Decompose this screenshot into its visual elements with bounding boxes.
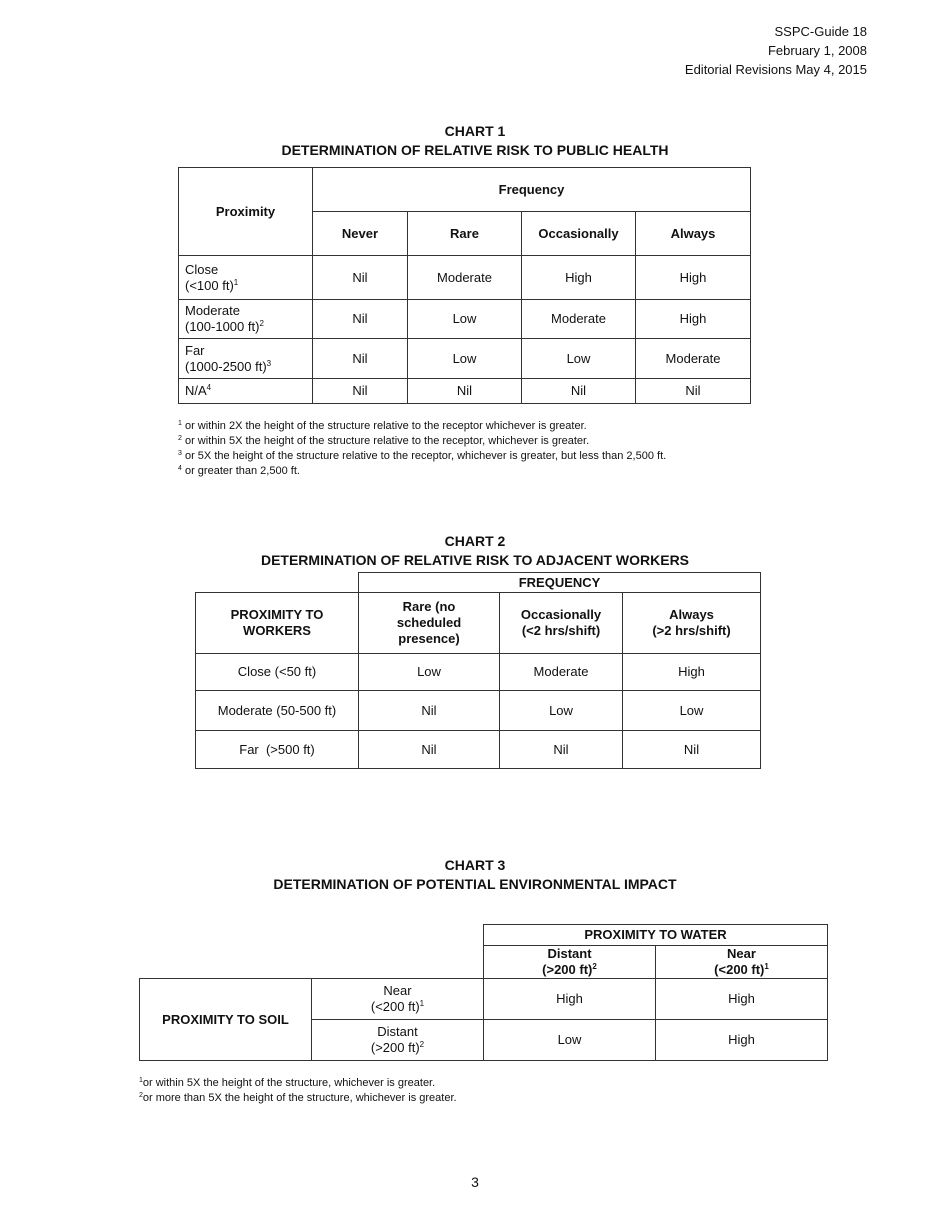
chart2-title: DETERMINATION OF RELATIVE RISK TO ADJACENT WORKERS [260,552,690,568]
row-label: Distant (>200 ft)$^2$ [312,1020,484,1061]
doc-id: SSPC-Guide 18 [774,24,867,39]
table-cell: Low [484,1020,656,1061]
chart1-proximity-header: Proximity [179,168,313,256]
table-row [179,300,751,339]
row-label: Moderate (50-500 ft) [196,691,359,731]
footnote: $^2$ or within 5X the height of the structure relative to the receptor, whichever is greater. [178,435,590,447]
table-cell: Low [408,300,522,339]
chart2-heading [0,532,950,570]
table-cell: High [522,256,636,300]
row-label: Near (<200 ft)$^1$ [312,979,484,1020]
chart3-col-header: Near (<200 ft)$^1$ [656,946,828,979]
chart1-footnotes [178,419,666,479]
table-cell: High [656,979,828,1020]
table-cell: Moderate [408,256,522,300]
table-cell: Moderate [636,339,751,379]
chart1-heading [0,122,950,160]
chart1-label: CHART 1 [444,123,506,139]
chart3-col-header: Distant (>200 ft)$^2$ [484,946,656,979]
row-label: Close (<100 ft)$^1$ [179,256,313,300]
chart2-table [195,572,761,769]
table-cell: Moderate [500,654,623,691]
table-cell: High [656,1020,828,1061]
footnote: $^2$or more than 5X the height of the structure, whichever is greater. [139,1092,457,1104]
row-label: Close (<50 ft) [196,654,359,691]
table-row [140,979,828,1020]
table-row [196,731,761,769]
table-row [179,379,751,404]
doc-revision: Editorial Revisions May 4, 2015 [684,62,867,77]
chart2-col-header: Occasionally (<2 hrs/shift) [500,593,623,654]
chart1-col-header: Never [313,212,408,256]
chart3-footnotes [139,1076,457,1106]
chart2-col-header: Rare (no scheduled presence) [359,593,500,654]
chart3-water-header: PROXIMITY TO WATER [484,925,828,946]
table-cell: Low [359,654,500,691]
chart3-soil-header: PROXIMITY TO SOIL [140,979,312,1061]
table-cell: Nil [623,731,761,769]
row-label: $N/A^4$ [179,379,313,404]
doc-date: February 1, 2008 [767,43,867,58]
table-cell: Low [500,691,623,731]
footnote: $^3$ or 5X the height of the structure relative to the receptor, whichever is greater, but less than 2,500 ft. [178,450,667,462]
table-cell: Nil [636,379,751,404]
document-header [685,22,867,79]
chart1-table [178,167,751,404]
table-cell: Nil [313,256,408,300]
table-cell: High [636,300,751,339]
table-cell: High [636,256,751,300]
table-cell: Nil [408,379,522,404]
table-cell: Nil [522,379,636,404]
footnote: $^1$or within 5X the height of the structure, whichever is greater. [139,1077,436,1089]
table-row [179,339,751,379]
table-cell: Nil [313,379,408,404]
table-cell: High [623,654,761,691]
footnote: $^4$ or greater than 2,500 ft. [178,465,300,477]
table-cell: Low [623,691,761,731]
chart3-label: CHART 3 [444,857,506,873]
row-label: Moderate (100-1000 ft)$^2$ [179,300,313,339]
chart2-frequency-header: FREQUENCY [359,573,761,593]
chart2-label: CHART 2 [444,533,506,549]
table-cell: Nil [313,300,408,339]
chart3-title: DETERMINATION OF POTENTIAL ENVIRONMENTAL IMPACT [273,876,677,892]
page-number: 3 [471,1174,479,1190]
chart2-col-header: Always (>2 hrs/shift) [623,593,761,654]
table-cell: Nil [359,731,500,769]
chart1-col-header: Rare [408,212,522,256]
table-cell: Nil [500,731,623,769]
table-cell: High [484,979,656,1020]
table-cell: Low [522,339,636,379]
table-row [196,691,761,731]
chart2-proximity-header: PROXIMITY TO WORKERS [196,593,359,654]
row-label: Far (1000-2500 ft)$^3$ [179,339,313,379]
table-cell: Moderate [522,300,636,339]
chart1-frequency-header: Frequency [313,168,751,212]
table-cell: Nil [313,339,408,379]
chart1-title: DETERMINATION OF RELATIVE RISK TO PUBLIC HEALTH [281,142,669,158]
table-cell: Low [408,339,522,379]
chart1-col-header: Always [636,212,751,256]
chart3-heading [0,856,950,894]
chart1-col-header: Occasionally [522,212,636,256]
table-row [196,654,761,691]
footnote: $^1$ or within 2X the height of the structure relative to the receptor whichever is greater. [178,420,587,432]
row-label: Far (>500 ft) [196,731,359,769]
chart3-table [139,924,828,1061]
table-cell: Nil [359,691,500,731]
table-row [179,256,751,300]
